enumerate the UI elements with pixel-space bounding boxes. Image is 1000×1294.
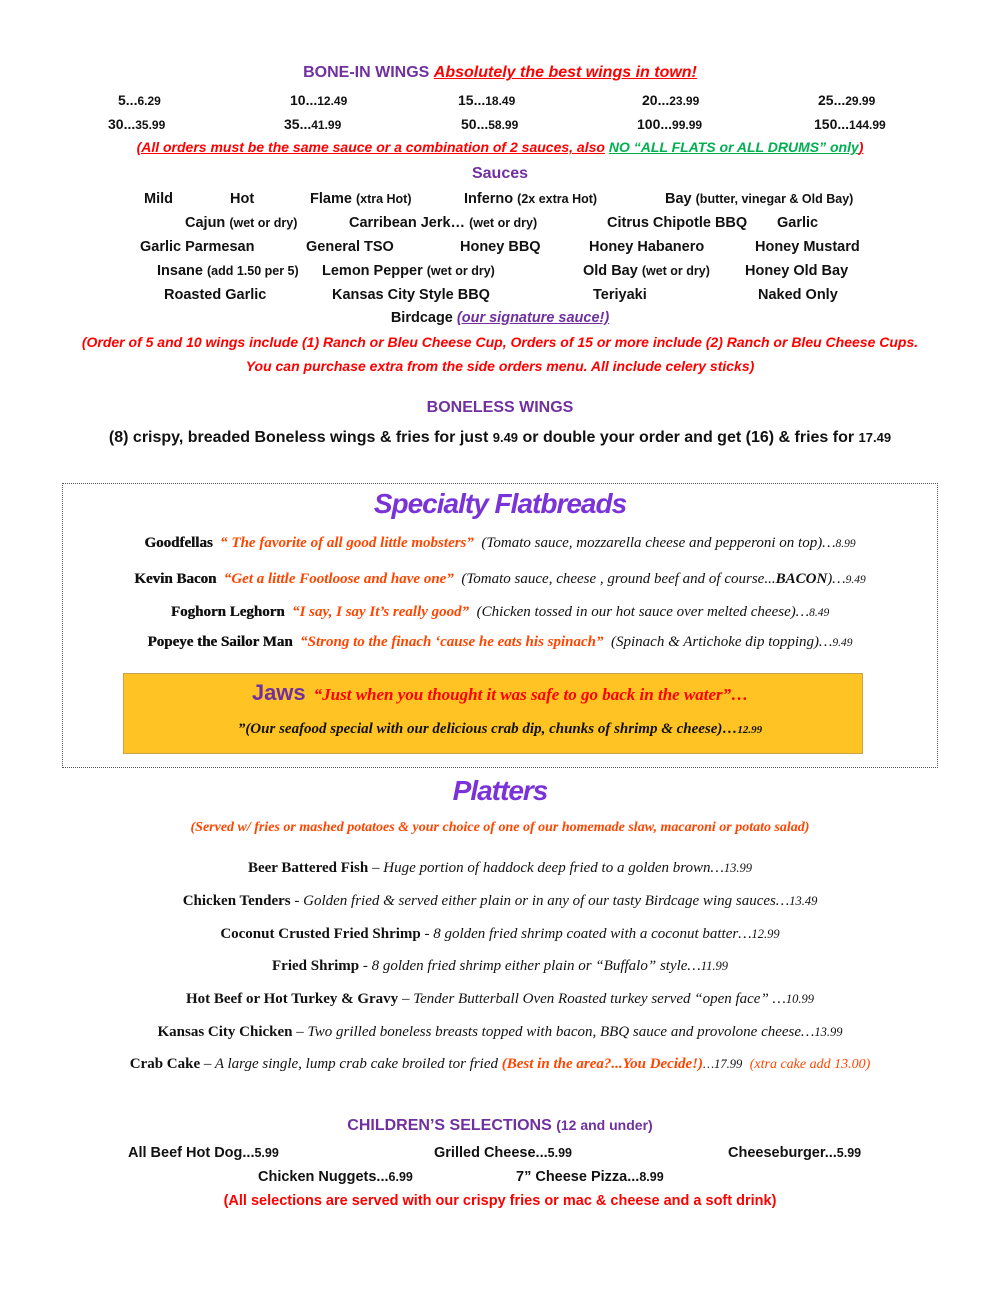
wing-price-item: 50...58.99: [461, 116, 519, 132]
wings-title: BONE-IN WINGS: [303, 64, 430, 81]
boneless-offer: (8) crispy, breaded Boneless wings & fries for just 9.49 or double your order and get (16) & fries for 17.49: [108, 429, 892, 446]
sauce-item: Lemon Pepper (wet or dry): [322, 263, 495, 279]
sauces-title: Sauces: [471, 165, 529, 182]
wing-price-item: 15...18.49: [458, 92, 516, 108]
sauce-item: Insane (add 1.50 per 5): [157, 263, 299, 279]
flatbread-item: Foghorn Leghorn “I say, I say It’s really good” (Chicken tossed in our hot sauce over melted cheese)…8.49: [170, 604, 830, 620]
children-item: All Beef Hot Dog...5.99: [128, 1145, 279, 1161]
children-heading: CHILDREN’S SELECTIONS (12 and under): [347, 1117, 653, 1134]
children-item: Chicken Nuggets...6.99: [258, 1169, 413, 1185]
platter-item: Crab Cake – A large single, lump crab cake broiled tor fried (Best in the area?...You Decide!)…17.99 (xtra cake add 13.00): [129, 1056, 871, 1072]
platters-subtitle: (Served w/ fries or mashed potatoes & your choice of one of our homemade slaw, macaroni or potato salad): [190, 820, 810, 835]
sauce-item: Old Bay (wet or dry): [583, 263, 710, 279]
platter-item: Chicken Tenders - Golden fried & served either plain or in any of our tasty Birdcage wing sauces…13.49: [182, 893, 818, 909]
jaws-heading: Jaws “Just when you thought it was safe to go back in the water”…: [251, 680, 749, 705]
wing-price-item: 25...29.99: [818, 92, 876, 108]
platter-item: Kansas City Chicken – Two grilled boneless breasts topped with bacon, BBQ sauce and provolone cheese…13.99: [157, 1024, 843, 1040]
sauce-item: Kansas City Style BBQ: [332, 287, 490, 303]
jaws-description: ”(Our seafood special with our delicious crab dip, chunks of shrimp & cheese)…12.99: [237, 721, 763, 737]
sauce-item: Hot: [230, 191, 255, 207]
children-item: 7” Cheese Pizza...8.99: [516, 1169, 664, 1185]
flatbread-item: Popeye the Sailor Man “Strong to the finach ‘cause he eats his spinach” (Spinach & Artichoke dip topping)…9.49: [147, 634, 853, 650]
platter-item: Beer Battered Fish – Huge portion of haddock deep fried to a golden brown…13.99: [247, 860, 753, 876]
sauce-item: Bay (butter, vinegar & Old Bay): [665, 191, 854, 207]
platter-item: Fried Shrimp - 8 golden fried shrimp either plain or “Buffalo” style…11.99: [272, 958, 728, 974]
dip-cups-note: (Order of 5 and 10 wings include (1) Ranch or Bleu Cheese Cup, Orders of 15 or more include (2) Ranch or Bleu Cheese Cups.: [81, 334, 919, 350]
boneless-title: BONELESS WINGS: [426, 399, 574, 416]
wings-order-rule: (All orders must be the same sauce or a combination of 2 sauces, also NO “ALL FLATS or ALL DRUMS” only): [136, 139, 864, 155]
flatbread-item: Kevin Bacon “Get a little Footloose and have one” (Tomato sauce, cheese , ground beef and of course...BACON)…9.49: [134, 571, 866, 587]
platters-title: Platters: [452, 775, 548, 806]
sauce-item: Inferno (2x extra Hot): [464, 191, 598, 207]
sauce-item: Carribean Jerk… (wet or dry): [349, 215, 538, 231]
sauce-item: Flame (xtra Hot): [310, 191, 412, 207]
wing-price-item: 100...99.99: [637, 116, 703, 132]
wings-tagline: Absolutely the best wings in town!: [433, 64, 697, 81]
wing-price-item: 30...35.99: [108, 116, 166, 132]
sauce-item: General TSO: [306, 239, 394, 255]
sauce-item: Teriyaki: [593, 287, 647, 303]
sauce-item: Garlic: [777, 215, 819, 231]
sauce-item: Cajun (wet or dry): [185, 215, 298, 231]
platter-item: Hot Beef or Hot Turkey & Gravy – Tender Butterball Oven Roasted turkey served “open face” …10.99: [185, 991, 815, 1007]
sauce-item: Honey Mustard: [755, 239, 860, 255]
platter-item: Coconut Crusted Fried Shrimp - 8 golden fried shrimp coated with a coconut batter…12.99: [220, 926, 780, 942]
sauce-item: Honey BBQ: [460, 239, 541, 255]
sauce-item: Garlic Parmesan: [140, 239, 255, 255]
flatbread-item: Goodfellas “ The favorite of all good little mobsters” (Tomato sauce, mozzarella cheese and pepperoni on top)…8.99: [144, 535, 856, 551]
sauce-item: Honey Habanero: [589, 239, 705, 255]
sauce-item: Mild: [144, 191, 173, 207]
wing-price-item: 10...12.49: [290, 92, 348, 108]
children-note: (All selections are served with our crispy fries or mac & cheese and a soft drink): [223, 1193, 777, 1209]
wing-price-item: 150...144.99: [814, 116, 886, 132]
children-item: Cheeseburger...5.99: [728, 1145, 862, 1161]
wings-heading: [0, 64, 1000, 82]
flatbreads-title: Specialty Flatbreads: [373, 488, 627, 519]
wing-price-item: 20...23.99: [642, 92, 700, 108]
wing-price-item: 35...41.99: [284, 116, 342, 132]
dip-cups-note-2: You can purchase extra from the side orders menu. All include celery sticks): [245, 358, 755, 374]
birdcage-sauce: Birdcage (our signature sauce!): [390, 310, 610, 326]
wing-price-item: 5...6.29: [118, 92, 161, 108]
sauce-item: Naked Only: [758, 287, 838, 303]
sauce-item: Citrus Chipotle BBQ: [607, 215, 748, 231]
sauce-item: Honey Old Bay: [745, 263, 849, 279]
children-item: Grilled Cheese...5.99: [434, 1145, 572, 1161]
sauce-item: Roasted Garlic: [164, 287, 267, 303]
